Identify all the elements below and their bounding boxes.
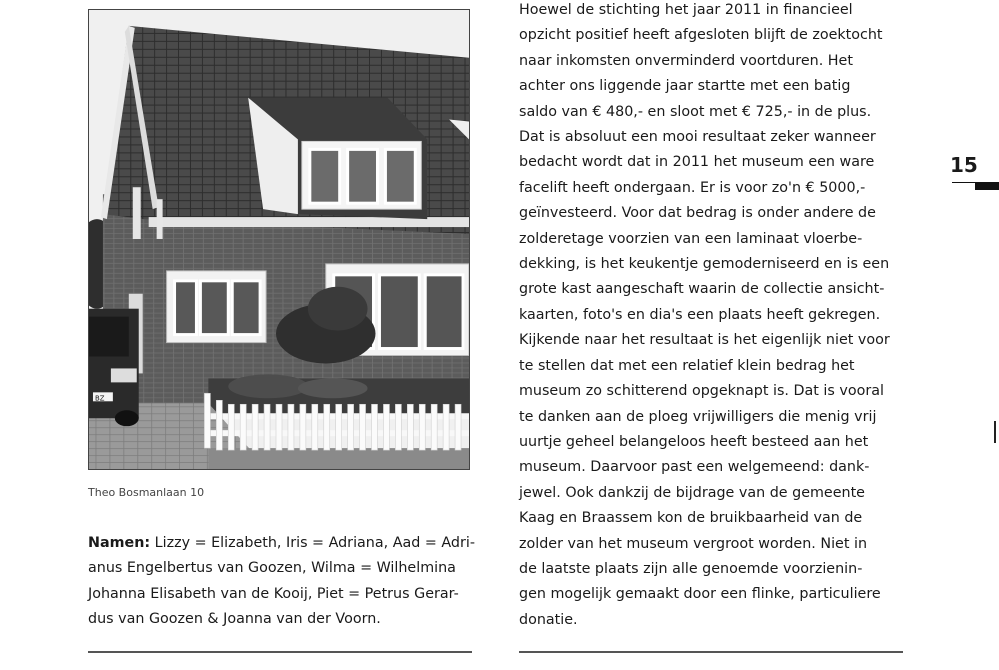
- text-line: zolder van het museum vergroot worden. Niet in: [519, 535, 868, 552]
- bottom-rule-left: [88, 651, 472, 653]
- text-line: museum zo schitterend opgeknapt is. Dat is vooral: [519, 383, 884, 400]
- text-line: geïnvesteerd. Voor dat bedrag is onder andere de: [519, 205, 876, 222]
- bottom-rule-right: [519, 651, 903, 653]
- text-line: grote kast aangeschaft waarin de collectie ansicht-: [519, 281, 885, 298]
- text-line: dekking, is het keukentje gemoderniseerd en is een: [519, 256, 890, 273]
- text-line: Dat is absoluut een mooi resultaat zeker wanneer: [519, 129, 876, 146]
- license-plate: BZ: [94, 394, 105, 403]
- text-line: museum. Daarvoor past een welgemeend: dank-: [519, 459, 870, 476]
- names-line: dus van Goozen & Joanna van der Voorn.: [88, 611, 381, 628]
- main-text-column: [519, 0, 911, 633]
- text-line: donatie.: [519, 611, 578, 628]
- text-line: kaarten, foto's en dia's een plaats heeft gekregen.: [519, 306, 881, 323]
- text-line: uurtje geheel belangeloos heeft besteed aan het: [519, 433, 869, 450]
- names-line: Johanna Elisabeth van de Kooij, Piet = Petrus Gerar-: [88, 585, 459, 602]
- names-paragraph: [88, 531, 476, 633]
- text-line: naar inkomsten onverminderd voortduren. Het: [519, 52, 853, 69]
- text-line: te danken aan de ploeg vrijwilligers die menig vrij: [519, 408, 877, 425]
- text-line: de laatste plaats zijn alle genoemde voorzienin-: [519, 560, 863, 577]
- text-line: Kaag en Braassem kon de bruikbaarheid van de: [519, 510, 863, 527]
- text-line: Hoewel de stichting het jaar 2011 in financieel: [519, 2, 853, 18]
- text-line: facelift heeft ondergaan. Er is voor zo'n € 5000,-: [519, 179, 866, 196]
- names-line-text: Lizzy = Elizabeth, Iris = Adriana, Aad = Adri-: [150, 535, 476, 551]
- text-line: bedacht wordt dat in 2011 het museum een ware: [519, 154, 875, 171]
- names-label: Namen:: [88, 535, 151, 551]
- text-line: saldo van € 480,- en sloot met € 725,- in de plus.: [519, 103, 872, 120]
- text-line: te stellen dat met een relatief klein bedrag het: [519, 357, 855, 374]
- names-line: [88, 531, 476, 556]
- house-photo: [88, 9, 470, 470]
- text-line: zolderetage voorzien van een laminaat vloerbe-: [519, 230, 863, 247]
- text-line: achter ons liggende jaar startte met een batig: [519, 78, 851, 95]
- page-number: 15: [950, 153, 978, 177]
- text-line: opzicht positief heeft afgesloten blijft de zoektocht: [519, 27, 883, 44]
- photo-caption: Theo Bosmanlaan 10: [88, 486, 205, 499]
- page-marker-bar: [975, 182, 999, 190]
- text-line: gen mogelijk gemaakt door een flinke, particuliere: [519, 586, 881, 603]
- names-line: anus Engelbertus van Goozen, Wilma = Wilhelmina: [88, 560, 456, 577]
- edge-tick: [994, 421, 996, 443]
- text-line: jewel. Ook dankzij de bijdrage van de gemeente: [519, 484, 865, 501]
- text-line: Kijkende naar het resultaat is het eigenlijk niet voor: [519, 332, 890, 349]
